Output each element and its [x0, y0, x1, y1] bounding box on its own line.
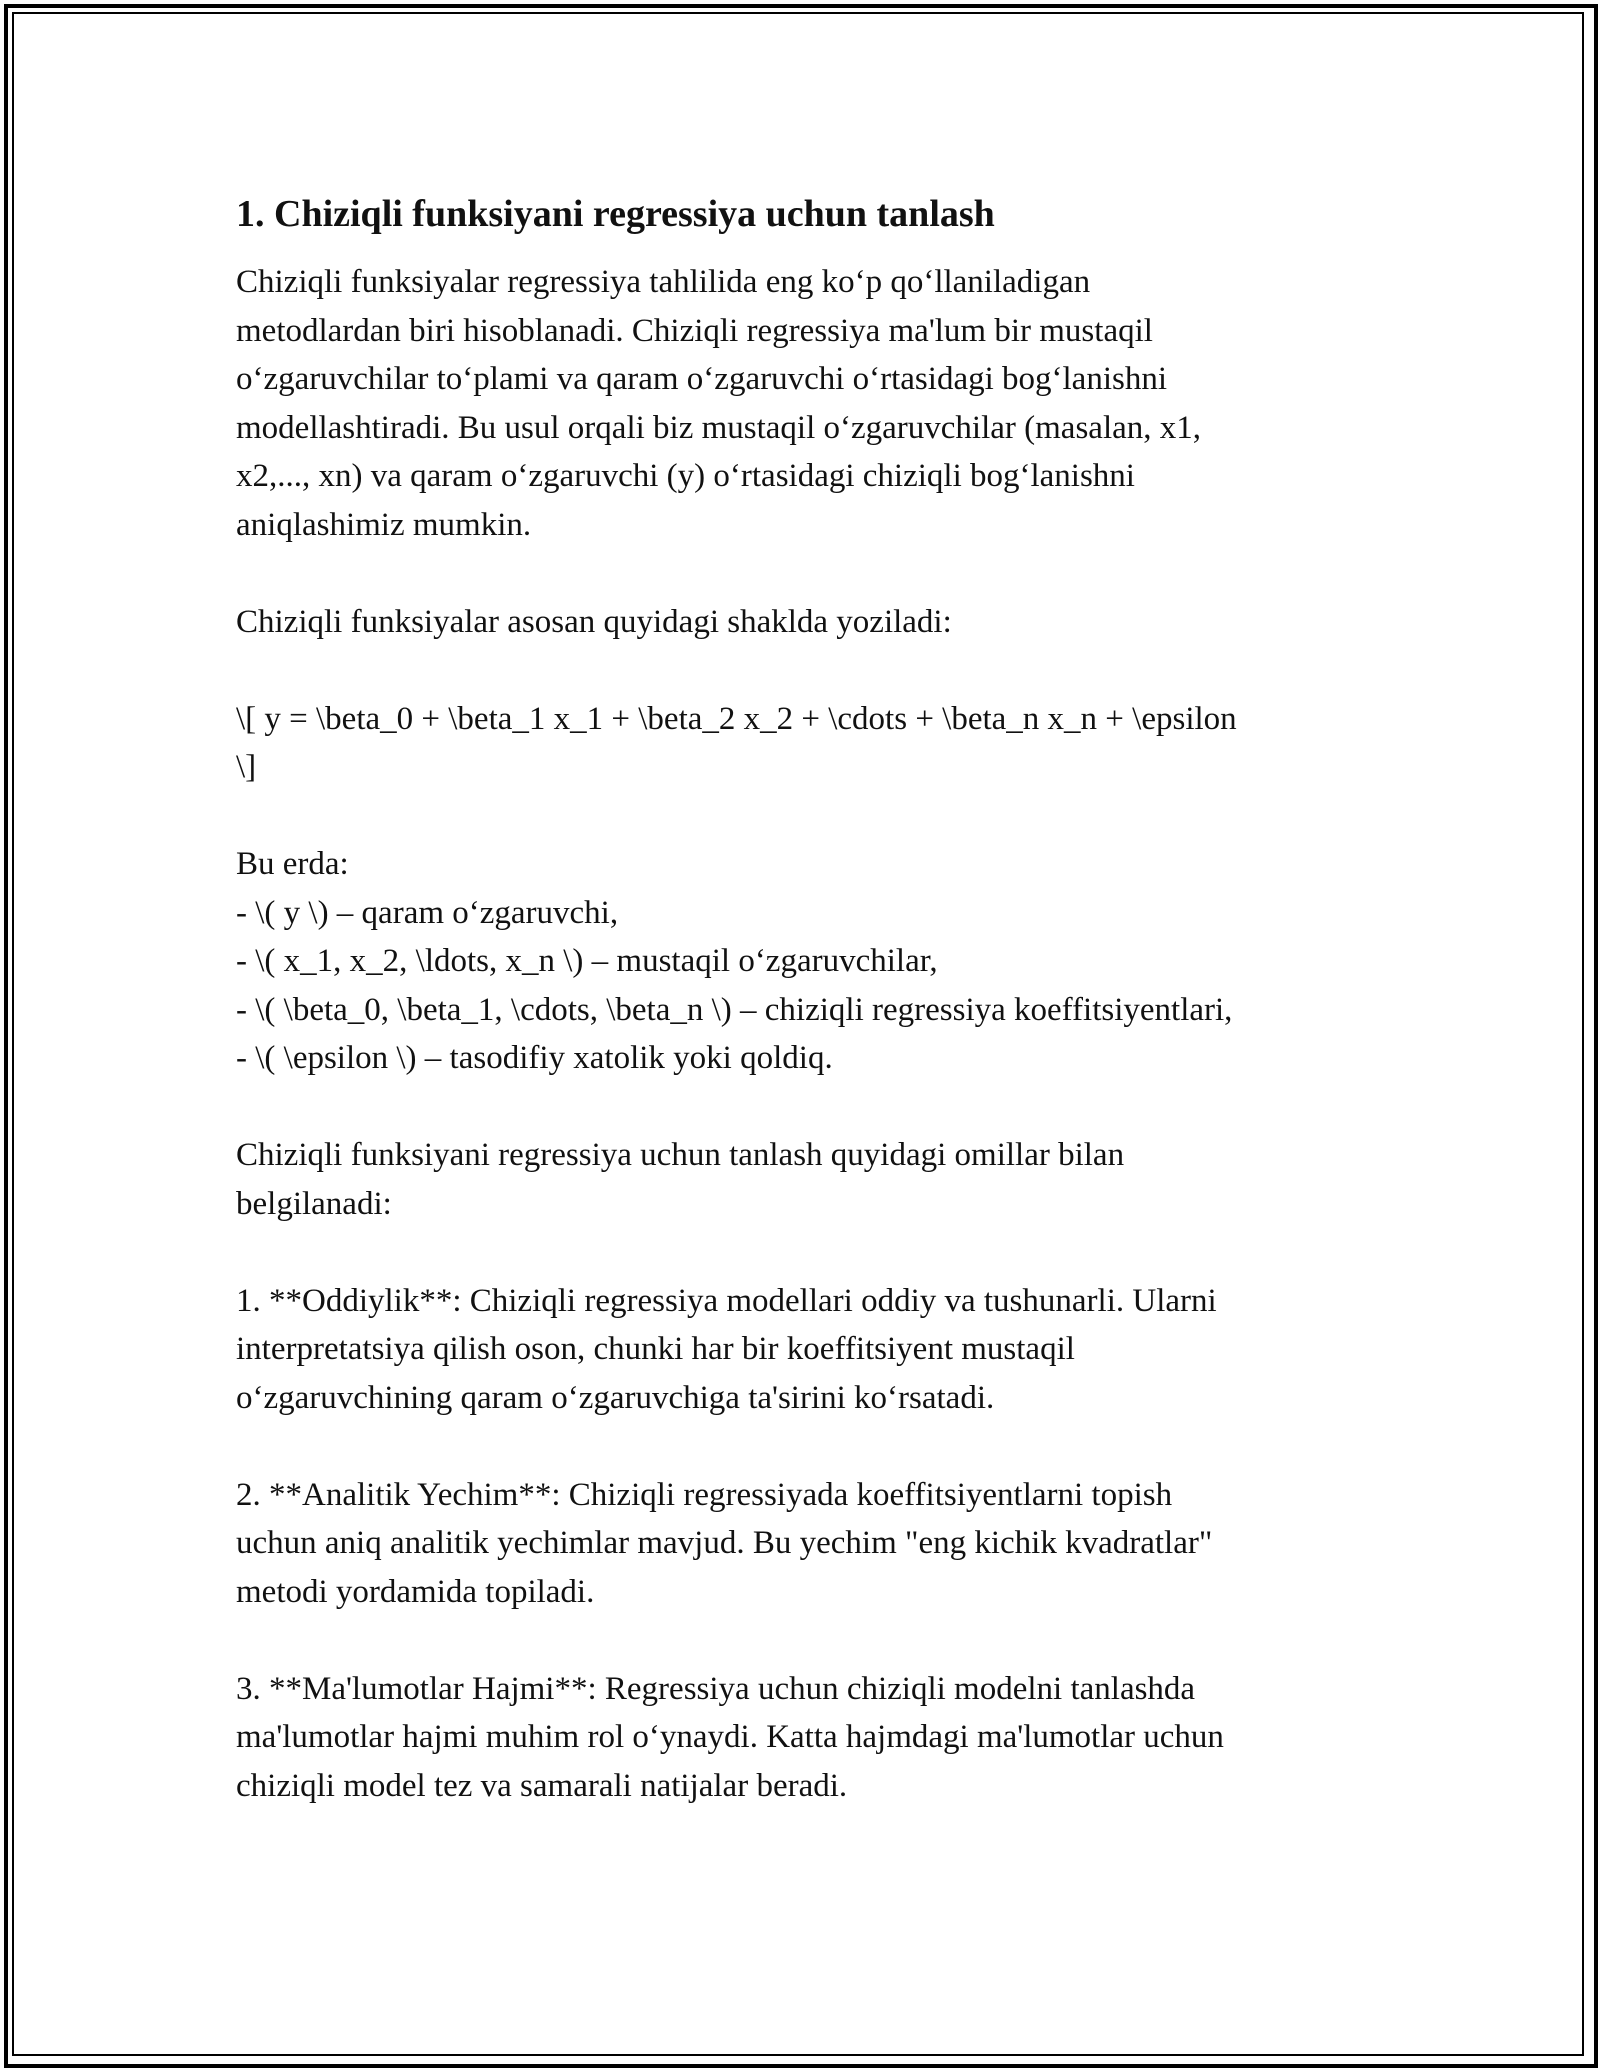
factor-line: chiziqli model tez va samarali natijalar beradi. — [236, 1767, 848, 1804]
intro-line: aniqlashimiz mumkin. — [236, 506, 532, 543]
definition-item: - \( x_1, x_2, \ldots, x_n \) – mustaqil o‘zgaruvchilar, — [236, 943, 938, 979]
definitions-heading: Bu erda: — [236, 846, 349, 882]
factors-intro-paragraph — [236, 1131, 1366, 1228]
factor-line: ma'lumotlar hajmi muhim rol o‘ynaydi. Katta hajmdagi ma'lumotlar uchun — [236, 1719, 1224, 1755]
formula-intro-paragraph — [236, 598, 1366, 647]
intro-line: Chiziqli funksiyalar regressiya tahlilida eng ko‘p qo‘llaniladigan — [236, 264, 1091, 300]
factor-line: metodi yordamida topiladi. — [236, 1573, 595, 1610]
intro-line: x2,..., xn) va qaram o‘zgaruvchi (y) o‘rtasidagi chiziqli bog‘lanishni — [236, 458, 1135, 494]
definition-item: - \( \epsilon \) – tasodifiy xatolik yoki qoldiq. — [236, 1040, 833, 1076]
factor-item-simplicity — [236, 1277, 1366, 1423]
factors-intro-line: belgilanadi: — [236, 1185, 392, 1222]
factor-line: 2. **Analitik Yechim**: Chiziqli regressiyada koeffitsiyentlarni topish — [236, 1476, 1173, 1513]
definition-item: - \( y \) – qaram o‘zgaruvchi, — [236, 894, 619, 931]
factor-line: 3. **Ma'lumotlar Hajmi**: Regressiya uchun chiziqli modelni tanlashda — [236, 1670, 1196, 1707]
intro-paragraph — [236, 258, 1366, 549]
factor-line: uchun aniq analitik yechimlar mavjud. Bu yechim "eng kichik kvadratlar" — [236, 1525, 1213, 1561]
intro-line: o‘zgaruvchilar to‘plami va qaram o‘zgaruvchi o‘rtasidagi bog‘lanishni — [236, 361, 1167, 397]
definition-item: - \( \beta_0, \beta_1, \cdots, \beta_n \) – chiziqli regressiya koeffitsiyentlari, — [236, 991, 1233, 1028]
factor-line: interpretatsiya qilish oson, chunki har bir koeffitsiyent mustaqil — [236, 1331, 1075, 1367]
document-body — [236, 186, 1366, 1810]
intro-line: metodlardan biri hisoblanadi. Chiziqli regressiya ma'lum bir mustaqil — [236, 312, 1153, 349]
factor-item-data-volume — [236, 1665, 1366, 1811]
factor-item-analytic-solution — [236, 1471, 1366, 1617]
intro-line: modellashtiradi. Bu usul orqali biz mustaqil o‘zgaruvchilar (masalan, x1, — [236, 409, 1202, 446]
formula-block — [236, 695, 1366, 792]
factor-line: o‘zgaruvchining qaram o‘zgaruvchiga ta'sirini ko‘rsatadi. — [236, 1379, 995, 1416]
formula-intro-line: Chiziqli funksiyalar asosan quyidagi shaklda yoziladi: — [236, 603, 952, 640]
factor-line: 1. **Oddiylik**: Chiziqli regressiya modellari oddiy va tushunarli. Ularni — [236, 1282, 1217, 1319]
section-title: 1. Chiziqli funksiyani regressiya uchun tanlash — [236, 193, 995, 235]
formula-line: \[ y = \beta_0 + \beta_1 x_1 + \beta_2 x_2 + \cdots + \beta_n x_n + \epsilon — [236, 700, 1237, 737]
formula-line: \] — [236, 749, 257, 785]
definitions-block — [236, 840, 1366, 1083]
factors-intro-line: Chiziqli funksiyani regressiya uchun tanlash quyidagi omillar bilan — [236, 1137, 1125, 1173]
